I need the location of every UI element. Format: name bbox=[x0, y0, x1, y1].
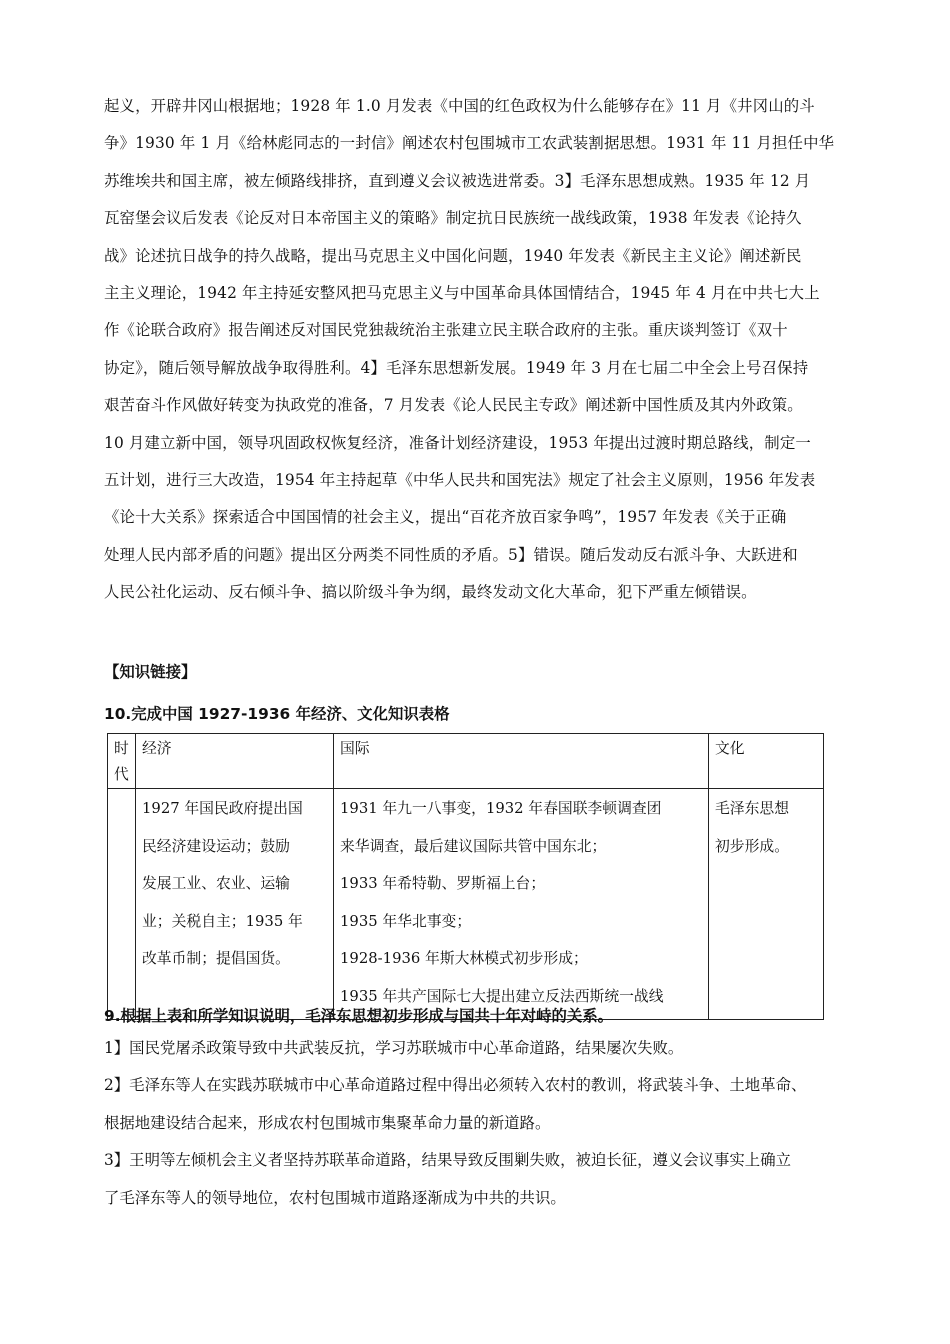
international-line: 1935 年共产国际七大提出建立反法西斯统一战线 bbox=[340, 987, 664, 1005]
cell-era bbox=[108, 789, 136, 1020]
economy-line: 民经济建设运动；鼓励 bbox=[142, 837, 290, 855]
question-9-title: 9.根据上表和所学知识说明，毛泽东思想初步形成与国共十年对峙的关系。 bbox=[104, 1007, 614, 1025]
cell-culture bbox=[709, 789, 824, 1020]
international-line: 来华调查，最后建议国际共管中国东北； bbox=[340, 837, 607, 855]
intro-line: 五计划，进行三大改造，1954 年主持起草《中华人民共和国宪法》规定了社会主义原则，1956 年发表 bbox=[104, 470, 816, 489]
knowledge-table bbox=[107, 733, 824, 1020]
table-header-row bbox=[108, 734, 824, 789]
intro-line: 争》1930 年 1 月《给林彪同志的一封信》阐述农村包围城市工农武装割据思想。1931 年 11 月担任中华 bbox=[104, 134, 835, 153]
culture-line: 初步形成。 bbox=[715, 837, 789, 855]
economy-line: 改革币制；提倡国货。 bbox=[142, 950, 290, 967]
culture-line: 毛泽东思想 bbox=[715, 800, 789, 817]
header-era: 时代 bbox=[108, 734, 136, 789]
answer-line: 根据地建设结合起来，形成农村包围城市集聚革命力量的新道路。 bbox=[104, 1113, 551, 1132]
answer-line: 3】王明等左倾机会主义者坚持苏联革命道路，结果导致反围剿失败，被迫长征，遵义会议事实上确立 bbox=[104, 1151, 791, 1170]
international-line: 1933 年希特勒、罗斯福上台； bbox=[340, 875, 546, 892]
answer-line: 了毛泽东等人的领导地位，农村包围城市道路逐渐成为中共的共识。 bbox=[104, 1188, 566, 1207]
international-line: 1928-1936 年斯大林模式初步形成； bbox=[340, 950, 588, 967]
table-row bbox=[108, 789, 824, 1020]
intro-line: 人民公社化运动、反右倾斗争、搞以阶级斗争为纲，最终发动文化大革命，犯下严重左倾错误。 bbox=[104, 583, 757, 602]
international-line: 1935 年华北事变； bbox=[340, 912, 472, 930]
header-culture: 文化 bbox=[709, 734, 824, 789]
intro-line: 作《论联合政府》报告阐述反对国民党独裁统治主张建立民主联合政府的主张。重庆谈判签订《双十 bbox=[104, 321, 788, 340]
intro-line: 协定》，随后领导解放战争取得胜利。4】毛泽东思想新发展。1949 年 3 月在七届二中全会上号召保持 bbox=[104, 358, 809, 377]
intro-line: 战》论述抗日战争的持久战略，提出马克思主义中国化问题，1940 年发表《新民主主义论》阐述新民 bbox=[104, 246, 802, 265]
answer-list bbox=[104, 1030, 864, 1217]
intro-paragraph bbox=[104, 88, 854, 611]
header-economy: 经济 bbox=[136, 734, 334, 789]
international-line: 1931 年九一八事变，1932 年春国联李顿调查团 bbox=[340, 800, 662, 817]
intro-line: 瓦窑堡会议后发表《论反对日本帝国主义的策略》制定抗日民族统一战线政策，1938 年发表《论持久 bbox=[104, 209, 802, 228]
intro-line: 处理人民内部矛盾的问题》提出区分两类不同性质的矛盾。5】错误。随后发动反右派斗争、大跃进和 bbox=[104, 545, 798, 564]
economy-line: 发展工业、农业、运输 bbox=[142, 875, 290, 892]
intro-line: 《论十大关系》探索适合中国国情的社会主义，提出“百花齐放百家争鸣”，1957 年发表《关于正确 bbox=[104, 508, 787, 527]
intro-line: 起义，开辟井冈山根据地；1928 年 1.0 月发表《中国的红色政权为什么能够存在》11 月《井冈山的斗 bbox=[104, 97, 815, 115]
intro-line: 艰苦奋斗作风做好转变为执政党的准备，7 月发表《论人民民主专政》阐述新中国性质及其内外政策。 bbox=[104, 396, 803, 415]
cell-economy bbox=[136, 789, 334, 1020]
cell-international bbox=[334, 789, 709, 1020]
economy-line: 1927 年国民政府提出国 bbox=[142, 800, 303, 817]
intro-line: 10 月建立新中国，领导巩固政权恢复经济，准备计划经济建设，1953 年提出过渡时期总路线，制定一 bbox=[104, 433, 811, 452]
intro-line: 主主义理论，1942 年主持延安整风把马克思主义与中国革命具体国情结合，1945 年 4 月在中共七大上 bbox=[104, 283, 820, 302]
intro-line: 苏维埃共和国主席，被左倾路线排挤，直到遵义会议被选进常委。3】毛泽东思想成熟。1935 年 12 月 bbox=[104, 171, 811, 190]
answer-line: 2】毛泽东等人在实践苏联城市中心革命道路过程中得出必须转入农村的教训，将武装斗争、土地革命、 bbox=[104, 1076, 807, 1095]
economy-line: 业；关税自主；1935 年 bbox=[142, 912, 303, 930]
table-question-heading: 10.完成中国 1927-1936 年经济、文化知识表格 bbox=[104, 705, 450, 723]
answer-line: 1】国民党屠杀政策导致中共武装反抗，学习苏联城市中心革命道路，结果屡次失败。 bbox=[104, 1039, 684, 1057]
knowledge-link-heading: 【知识链接】 bbox=[104, 663, 197, 681]
header-international: 国际 bbox=[334, 734, 709, 789]
